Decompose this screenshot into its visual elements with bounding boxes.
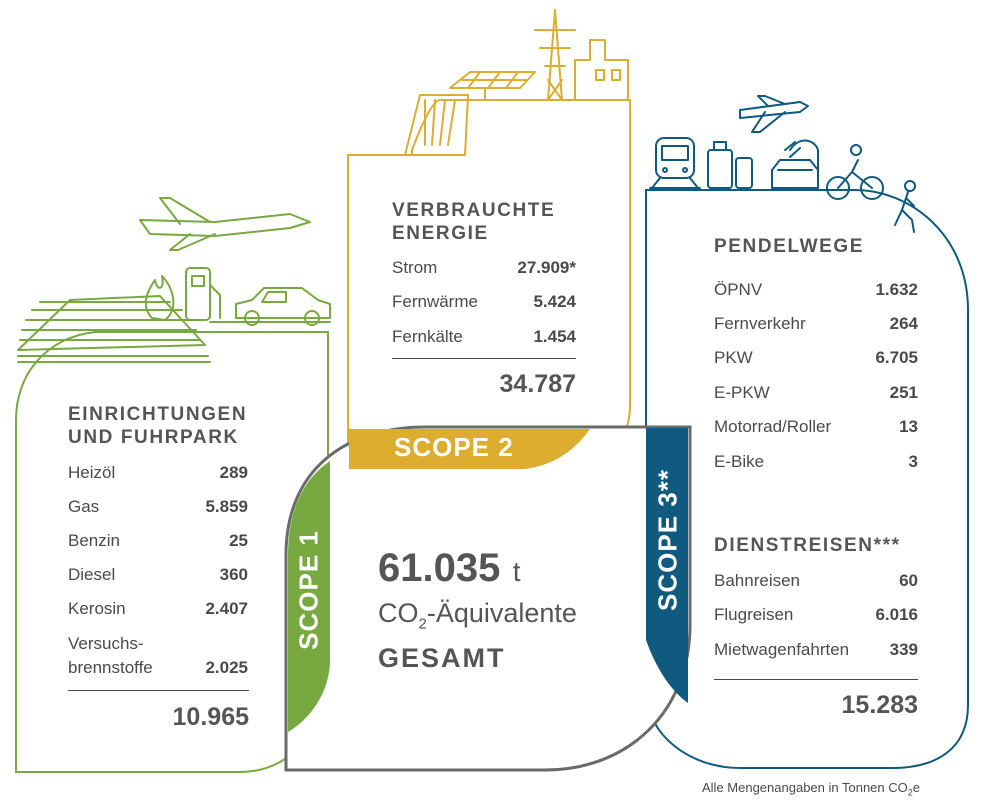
center-co2-line (378, 598, 577, 632)
row-label: Bahnreisen (714, 571, 801, 590)
row-value: 2.025 (205, 658, 248, 677)
row-value: 264 (889, 314, 918, 333)
row-value: 339 (889, 640, 918, 659)
car-icon (236, 288, 330, 325)
row-value: 5.859 (205, 497, 248, 516)
footnote (702, 780, 920, 798)
row-label: Heizöl (68, 463, 116, 482)
row-label: Strom (392, 258, 438, 277)
scope1-divider (68, 690, 249, 691)
row-value: 1.454 (533, 327, 576, 346)
row-value: 2.407 (205, 599, 248, 618)
scope2-heading (392, 199, 555, 245)
footnote-subscript: 2 (907, 787, 913, 798)
row-label: Benzin (68, 531, 120, 550)
scope1-row-multiline (68, 634, 248, 678)
center-total-number: 61.035 (378, 546, 501, 590)
scope3-icons (646, 96, 915, 232)
scope1-heading-line2: UND FUHRPARK (68, 427, 239, 448)
scope3-divider (714, 679, 918, 680)
row-label: Mietwagenfahrten (714, 640, 850, 659)
fuel-pump-icon (186, 268, 220, 320)
footnote-suffix: e (912, 780, 920, 795)
scope1-heading-line1: EINRICHTUNGEN (68, 404, 248, 425)
scope1-heading (68, 403, 247, 449)
row-label: Motorrad/Roller (714, 417, 832, 436)
luggage-icon (708, 142, 752, 188)
scope1-icons (18, 198, 330, 362)
center-gesamt: GESAMT (378, 643, 506, 673)
power-pylon-icon (535, 10, 575, 100)
scope2-heading-line1: VERBRAUCHTE (392, 200, 556, 221)
co2-subscript: 2 (418, 615, 427, 633)
scope1-total: 10.965 (172, 703, 249, 731)
scope2-label: SCOPE 2 (394, 432, 514, 462)
row-label: Diesel (68, 565, 116, 584)
row-value: 27.909* (517, 258, 576, 277)
row-label: ÖPNV (714, 280, 763, 299)
row-value: 6.016 (875, 605, 918, 624)
row-label: PKW (714, 348, 753, 367)
scope2-total: 34.787 (499, 370, 576, 398)
scope3-label: SCOPE 3** (652, 469, 683, 611)
scope2-heading-line2: ENERGIE (392, 223, 489, 244)
scope2-outline (348, 100, 630, 470)
center-total-unit: t (512, 556, 521, 587)
scope2-divider (392, 358, 576, 359)
row-value: 251 (889, 383, 918, 402)
row-label: E-Bike (714, 452, 765, 471)
row-value: 5.424 (533, 292, 576, 311)
row-label: Gas (68, 497, 100, 516)
row-label: Fernkälte (392, 327, 463, 346)
row-value: 3 (908, 452, 918, 471)
train-icon (650, 138, 700, 188)
footnote-prefix: Alle Mengenangaben in Tonnen CO (702, 780, 908, 795)
row-label-line2: brennstoffe (68, 658, 153, 677)
scope3-travel-heading: DIENSTREISEN*** (714, 535, 901, 556)
row-value: 13 (899, 417, 918, 436)
factory-icon (575, 40, 628, 100)
row-label: Fernverkehr (714, 314, 806, 333)
row-value: 25 (229, 531, 248, 550)
row-value: 1.632 (875, 280, 918, 299)
co2-suffix: -Äquivalente (426, 598, 577, 628)
flame-icon (146, 276, 174, 320)
row-value: 289 (219, 463, 248, 482)
co2-prefix: CO (378, 598, 419, 628)
airplane-icon (740, 96, 808, 132)
scope2-icons (405, 10, 628, 155)
jet-icon (140, 198, 310, 250)
scope3-commute-heading: PENDELWEGE (714, 236, 865, 257)
row-value: 360 (219, 565, 248, 584)
row-label: E-PKW (714, 383, 770, 402)
scope3-total: 15.283 (841, 691, 918, 719)
row-label: Kerosin (68, 599, 126, 618)
row-label: Fernwärme (392, 292, 478, 311)
scope1-label: SCOPE 1 (293, 530, 324, 650)
center-total (378, 546, 521, 591)
row-label-line1: Versuchs- (68, 634, 144, 653)
row-label: Flugreisen (714, 605, 794, 624)
row-value: 6.705 (875, 348, 918, 367)
row-value: 60 (899, 571, 918, 590)
scope3-outline (646, 190, 968, 768)
car-front-icon (772, 160, 818, 188)
